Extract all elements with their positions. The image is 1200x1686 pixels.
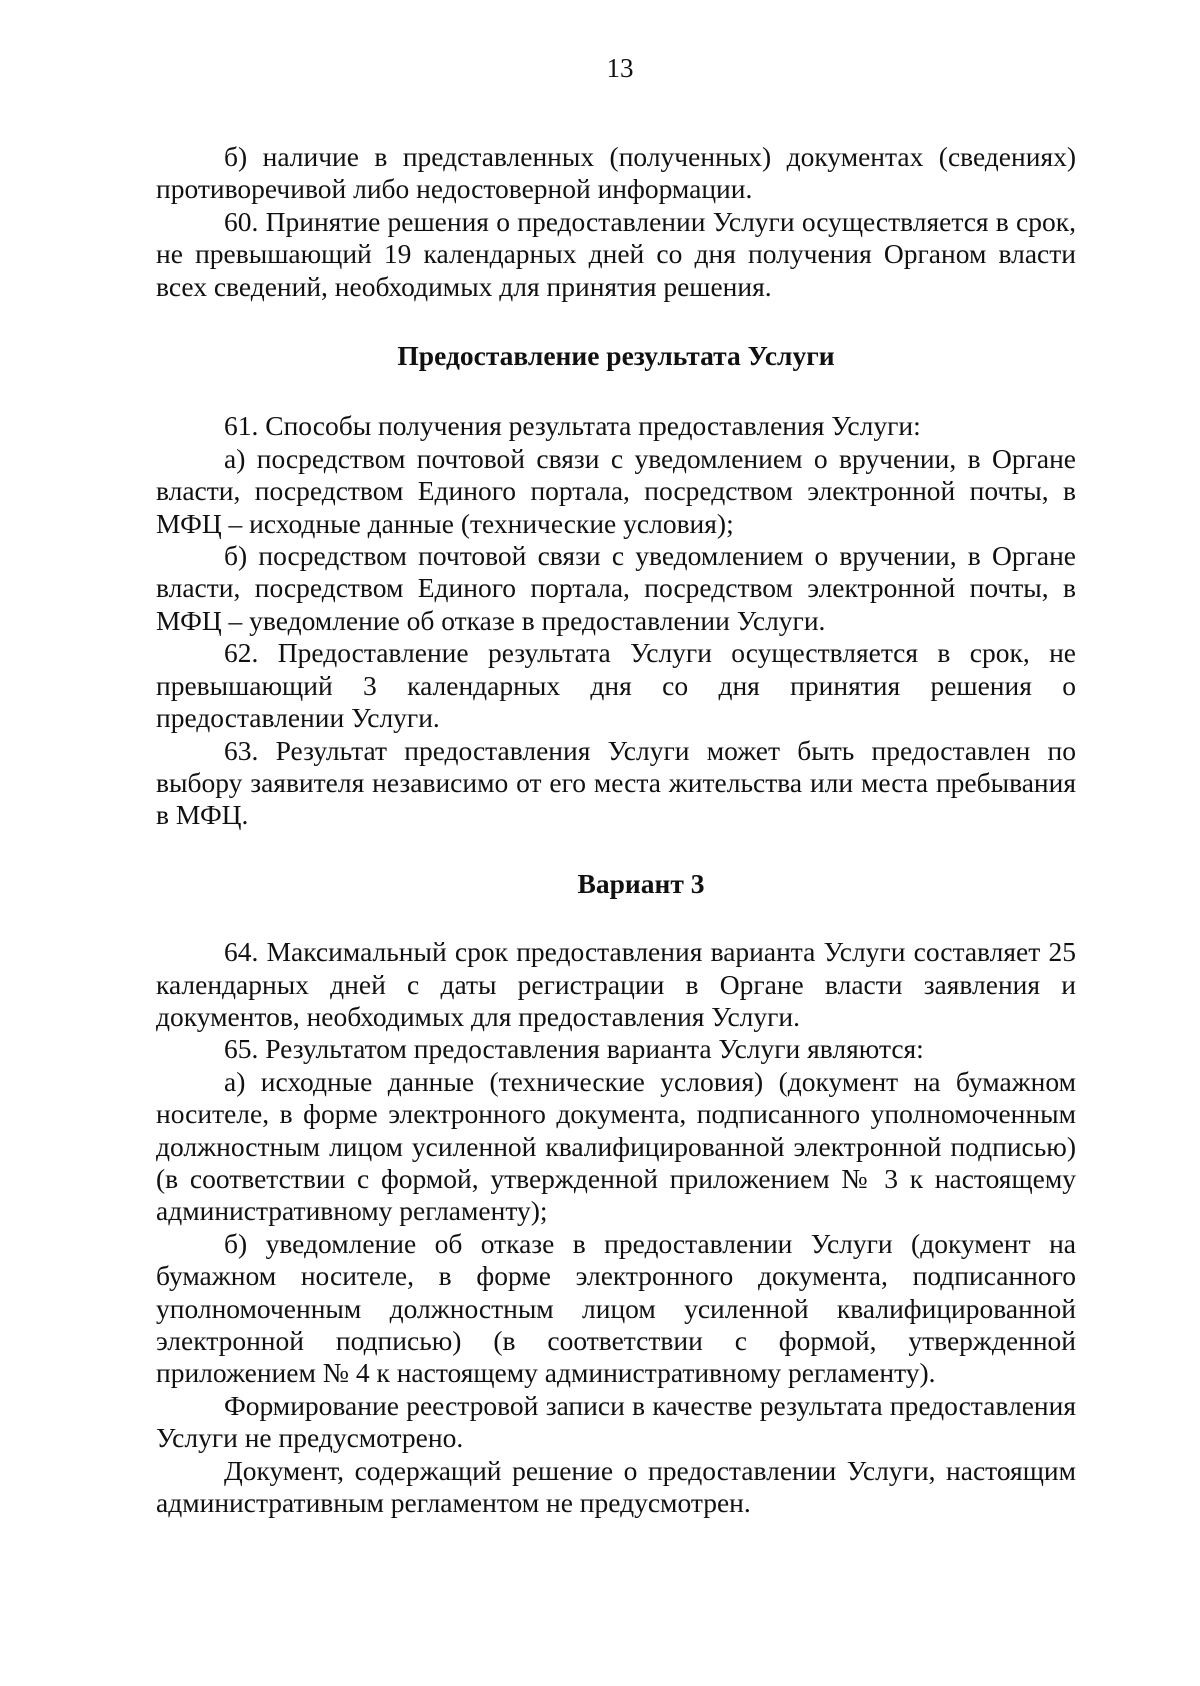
paragraph-61: 61. Способы получения результата предоставления Услуги: [224, 410, 921, 442]
section-heading-result-provision: Предоставление результата Услуги [397, 340, 835, 372]
paragraph-b-contradictory-info: б) наличие в представленных (полученных) документах (сведениях) противоречивой либо недостоверной информации. [156, 141, 1076, 205]
page-number: 13 [606, 53, 634, 83]
paragraph-63: 63. Результат предоставления Услуги может быть предоставлен по выбору заявителя независимо от его места жительства или места пребывания в МФЦ. [156, 734, 1076, 831]
paragraph-62: 62. Предоставление результата Услуги осуществляется в срок, не превышающий 3 календарных дня со дня принятия решения о предоставлении Услуги. [156, 637, 1076, 734]
paragraph-61-b: б) посредством почтовой связи с уведомлением о вручении, в Органе власти, посредством Единого портала, посредством электронной почты, в МФЦ – уведомление об отказе в предоставлении Услуги. [156, 540, 1076, 636]
paragraph-64: 64. Максимальный срок предоставления варианта Услуги составляет 25 календарных дней с даты регистрации в Органе власти заявления и документов, необходимых для предоставления Услуги. [156, 936, 1076, 1032]
section-heading-variant-3: Вариант 3 [577, 867, 705, 899]
document-body [156, 141, 1076, 1519]
paragraph-decision-document: Документ, содержащий решение о предоставлении Услуги, настоящим административным регламентом не предусмотрен. [156, 1454, 1076, 1519]
paragraph-60: 60. Принятие решения о предоставлении Услуги осуществляется в срок, не превышающий 19 календарных дней со дня получения Органом власти всех сведений, необходимых для принятия решения. [156, 205, 1076, 302]
paragraph-65-a: а) исходные данные (технические условия) (документ на бумажном носителе, в форме электронного документа, подписанного уполномоченным должностным лицом усиленной квалифицированной электронной подписью) (в соответствии с формой, утвержденной приложением № 3 к настоящему административному регламенту); [156, 1065, 1076, 1227]
paragraph-65-b: б) уведомление об отказе в предоставлении Услуги (документ на бумажном носителе, в форме электронного документа, подписанного уполномоченным должностным лицом усиленной квалифицированной электронной подписью) (в соответствии с формой, утвержденной приложением № 4 к настоящему административному регламенту). [156, 1227, 1076, 1389]
paragraph-65: 65. Результатом предоставления варианта Услуги являются: [224, 1033, 924, 1065]
paragraph-registry-record: Формирование реестровой записи в качестве результата предоставления Услуги не предусмотрено. [156, 1389, 1076, 1454]
paragraph-61-a: а) посредством почтовой связи с уведомлением о вручении, в Органе власти, посредством Единого портала, посредством электронной почты, в МФЦ – исходные данные (технические условия); [156, 442, 1076, 539]
